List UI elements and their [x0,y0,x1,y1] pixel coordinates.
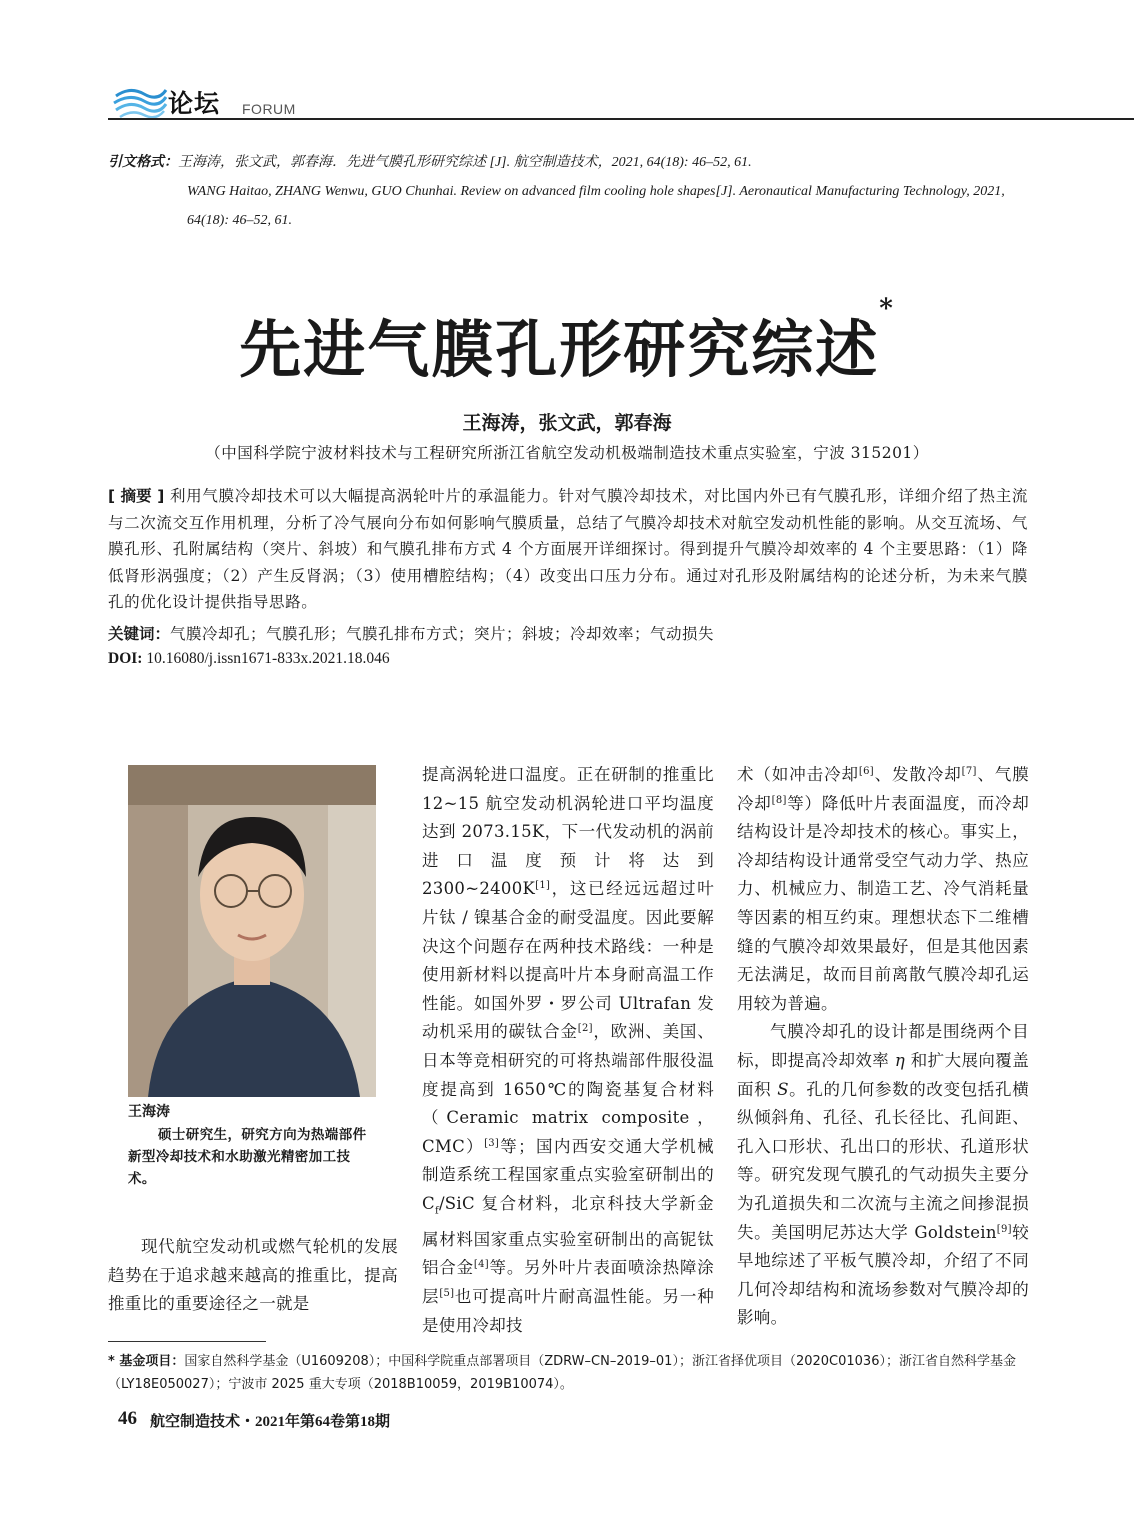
body-text: 和扩大展向覆盖面积 [737,1050,1030,1099]
bio-name: 王海涛 [128,1104,170,1120]
abstract-label: [ 摘要 ] [108,487,165,505]
body-text: 术（如冲击冷却 [737,765,859,784]
footnote-text: 国家自然科学基金（U1609208）；中国科学院重点部署项目（ZDRW–CN–2019–01）；浙江省择优项目（2020C01036）；浙江省自然科学基金（LY18E050027）；宁波市 2025 重大专项（2018B10059，2019B10074）。 [108,1354,1016,1392]
reference-mark: [3] [484,1137,500,1149]
reference-mark: [6] [858,766,874,777]
affiliation: （中国科学院宁波材料技术与工程研究所浙江省航空发动机极端制造技术重点实验室，宁波 315201） [205,444,929,462]
authors: 王海涛，张文武，郭春海 [462,412,672,434]
intro-paragraph: 现代航空发动机或燃气轮机的发展趋势在于追求越来越高的推重比，提高推重比的重要途径之一就是 [108,1237,398,1314]
page-number: 46 [118,1408,137,1429]
keywords [108,622,1028,644]
body-column-1 [108,1233,398,1319]
doi-label: DOI: [108,650,143,667]
reference-mark: [7] [961,766,977,777]
bio-text: 硕士研究生，研究方向为热端部件新型冷却技术和水助激光精密加工技术。 [128,1127,367,1187]
abstract-text: 利用气膜冷却技术可以大幅提高涡轮叶片的承温能力。针对气膜冷却技术，对比国内外已有气膜孔形，详细介绍了热主流与二次流交互作用机理，分析了冷气展向分布如何影响气膜质量，总结了气膜冷却技术对航空发动机性能的影响。从交互流场、气膜孔形、孔附属结构（突片、斜坡）和气膜孔排布方式 4 个方面展开详细探讨。得到提升气膜冷却效率的 4 个主要思路：（1）降低肾形涡强度；（2）产生反肾涡；（3）使用槽腔结构；（4）改变出口压力分布。通过对孔形及附属结构的论述分析，为未来气膜孔的优化设计提供指导思路。 [108,487,1028,611]
symbol-s: S [777,1079,789,1099]
body-text: 等；国内西安交通大学机械制造系统工程国家重点实验室研制出的 C [422,1136,714,1213]
paper-title-text: 先进气膜孔形研究综述 [239,313,880,386]
body-paragraph [737,761,1029,1018]
forum-logo-icon [112,84,168,120]
paper-title [0,294,1134,389]
section-subtitle: FORUM [242,101,296,117]
header-rule [108,118,1134,120]
subscript: f [434,1205,439,1217]
funding-footnote [108,1350,1032,1396]
citation-block [108,148,1048,235]
keywords-text: 气膜冷却孔；气膜孔形；气膜孔排布方式；突片；斜坡；冷却效率；气动损失 [170,625,715,643]
reference-mark: [8] [771,794,787,806]
body-text: 等。另外叶片表面喷涂热障涂层 [422,1258,714,1306]
footnote-label: * 基金项目： [108,1354,185,1369]
citation-en: WANG Haitao, ZHANG Wenwu, GUO Chunhai. Review on advanced film cooling hole shapes[J]. Aeronautical Manufacturing Technology, 2021, 64(18): 46–52, 61. [187,184,1005,228]
reference-mark: [5] [439,1287,455,1299]
doi-value: 10.16080/j.issn1671-833x.2021.18.046 [146,650,390,667]
body-column-3 [737,761,1029,1333]
body-paragraph [737,1018,1029,1333]
citation-cn: 王海涛，张文武，郭春海．先进气膜孔形研究综述 [J]. 航空制造技术，2021, 64(18): 46–52, 61. [178,155,752,170]
reference-mark: [9] [996,1223,1012,1235]
keywords-label: 关键词： [108,625,171,643]
reference-mark: [2] [577,1023,593,1035]
body-text: ，这已经远远超过叶片钛 / 镍基合金的耐受温度。因此要解决这个问题存在两种技术路线：一种是使用新材料以提高叶片本身耐高温工作性能。如国外罗・罗公司 Ultrafan 发动机采用的碳钛合金 [422,879,714,1042]
symbol-eta: η [894,1050,906,1070]
body-text: ，欧洲、美国、日本等竞相研究的可将热端部件服役温度提高到 1650℃的陶瓷基复合材料（Ceramic matrix composite，CMC） [422,1022,714,1156]
section-title: 论坛 [168,89,221,118]
journal-footer: 航空制造技术・2021年第64卷第18期 [150,1414,391,1430]
reference-mark: [4] [473,1259,489,1271]
doi [108,650,390,668]
body-text: 提高涡轮进口温度。正在研制的推重比 12~15 航空发动机涡轮进口平均温度达到 2073.15K，下一代发动机的涡前进口温度预计将达到 2300~2400K [422,765,714,899]
reference-mark: [1] [535,880,551,892]
citation-label: 引文格式： [108,155,178,170]
body-text: 较早地综述了平板气膜冷却，介绍了不同几何冷却结构和流场参数对气膜冷却的影响。 [737,1222,1029,1328]
footnote-rule [108,1341,266,1342]
body-text: 等）降低叶片表面温度，而冷却结构设计是冷却技术的核心。事实上，冷却结构设计通常受空气动力学、热应力、机械应力、制造工艺、冷气消耗量等因素的相互约束。理想状态下二维槽缝的气膜冷却效果最好，但是其他因素无法满足，故而目前离散气膜冷却孔运用较为普遍。 [737,793,1029,1013]
body-text: 也可提高叶片耐高温性能。另一种是使用冷却技 [422,1286,714,1335]
author-photo [128,765,376,1097]
title-footnote-mark: * [879,294,895,324]
body-text: /SiC 复合材料，北京科技大学新金属材料国家重点实验室研制出的高铌钛铝合金 [422,1193,714,1278]
body-text: 气膜冷却孔的设计都是围绕两个目标，即提高冷却效率 [737,1022,1029,1070]
body-text: 、发散冷却 [873,765,962,784]
body-text: 。孔的几何参数的改变包括孔横纵倾斜角、孔径、孔长径比、孔间距、孔入口形状、孔出口的形状、孔道形状等。研究发现气膜孔的气动损失主要分为孔道损失和二次流与主流之间掺混损失。美国明尼苏达大学 Goldstein [737,1079,1029,1242]
abstract [108,483,1028,616]
body-text: 、气膜冷却 [737,765,1029,813]
body-column-2 [422,761,714,1340]
